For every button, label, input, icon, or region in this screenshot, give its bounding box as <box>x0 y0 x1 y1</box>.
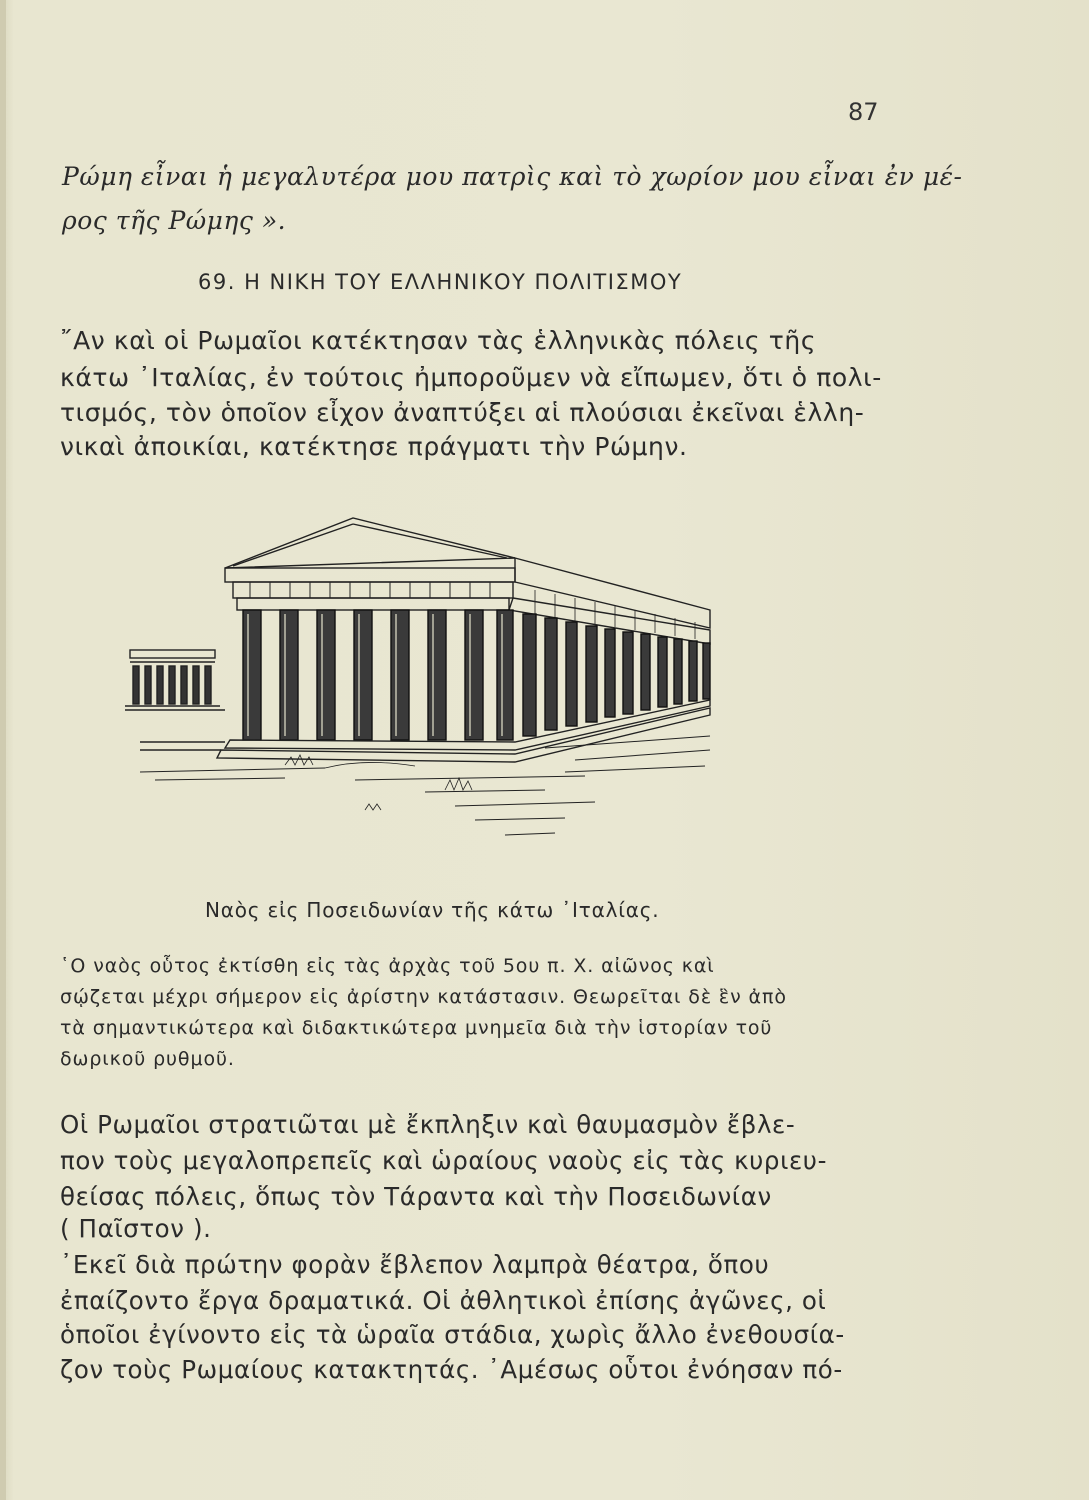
paragraph2-line-6: ἐπαίζοντο ἔργα δραματικά. Οἱ ἀθλητικοὶ ἐπίσης ἀγῶνες, οἱ <box>60 1286 827 1315</box>
paragraph2-line-7: ὁποῖοι ἐγίνοντο εἰς τὰ ὡραῖα στάδια, χωρὶς ἄλλο ἐνεθουσία- <box>60 1320 845 1349</box>
page-spine-edge <box>0 0 6 1500</box>
paragraph1-line-2: κάτω ᾿Ιταλίας, ἐν τούτοις ἠμποροῦμεν νὰ εἴπωμεν, ὅτι ὁ πολι- <box>60 363 882 392</box>
paragraph1-line-1: ῎Αν καὶ οἱ Ρωμαῖοι κατέκτησαν τὰς ἑλληνικὰς πόλεις τῆς <box>60 326 817 355</box>
paragraph1-line-3: τισμός, τὸν ὁποῖον εἶχον ἀναπτύξει αἱ πλούσιαι ἐκεῖναι ἑλλη- <box>60 398 865 427</box>
caption-note-line-3: τὰ σημαντικώτερα καὶ διδακτικώτερα μνημεῖα διὰ τὴν ἱστορίαν τοῦ <box>60 1017 773 1039</box>
paragraph2-line-3: θείσας πόλεις, ὅπως τὸν Τάραντα καὶ τὴν Ποσειδωνίαν <box>60 1182 772 1211</box>
page-number: 87 <box>848 98 879 126</box>
paragraph2-line-5: ᾿Εκεῖ διὰ πρώτην φορὰν ἔβλεπον λαμπρὰ θέατρα, ὅπου <box>60 1250 770 1279</box>
paragraph1-line-4: νικαὶ ἀποικίαι, κατέκτησε πράγματι τὴν Ρώμην. <box>60 432 688 461</box>
paragraph2-line-1: Οἱ Ρωμαῖοι στρατιῶται μὲ ἔκπληξιν καὶ θαυμασμὸν ἔβλε- <box>60 1110 796 1139</box>
caption-note-line-1: ῾Ο ναὸς οὗτος ἐκτίσθη εἰς τὰς ἀρχὰς τοῦ 5ου π. Χ. αἰῶνος καὶ <box>60 955 715 977</box>
paragraph2-line-4: ( Παῖστον ). <box>60 1214 212 1243</box>
intro-line-2: ρος τῆς Ρώμης ». <box>62 206 287 235</box>
paragraph2-line-2: πον τοὺς μεγαλοπρεπεῖς καὶ ὡραίους ναοὺς εἰς τὰς κυριευ- <box>60 1146 828 1175</box>
caption-note-line-2: σῴζεται μέχρι σήμερον εἰς ἀρίστην κατάστασιν. Θεωρεῖται δὲ ἓν ἀπὸ <box>60 986 787 1008</box>
temple-drawing-image <box>125 510 715 860</box>
caption-note-line-4: δωρικοῦ ρυθμοῦ. <box>60 1048 235 1070</box>
paragraph2-line-8: ζον τοὺς Ρωμαίους κατακτητάς. ᾿Αμέσως οὗτοι ἐνόησαν πό- <box>60 1355 843 1384</box>
distant-temple <box>125 650 225 710</box>
figure-caption: Ναὸς εἰς Ποσειδωνίαν τῆς κάτω ᾿Ιταλίας. <box>205 898 660 922</box>
temple-figure <box>125 510 715 860</box>
section-heading: 69. Η ΝΙΚΗ ΤΟΥ ΕΛΛΗΝΙΚΟΥ ΠΟΛΙΤΙΣΜΟΥ <box>198 270 683 294</box>
intro-line-1: Ρώμη εἶναι ἡ μεγαλυτέρα μου πατρὶς καὶ τὸ χωρίον μου εἶναι ἐν μέ- <box>62 162 963 191</box>
